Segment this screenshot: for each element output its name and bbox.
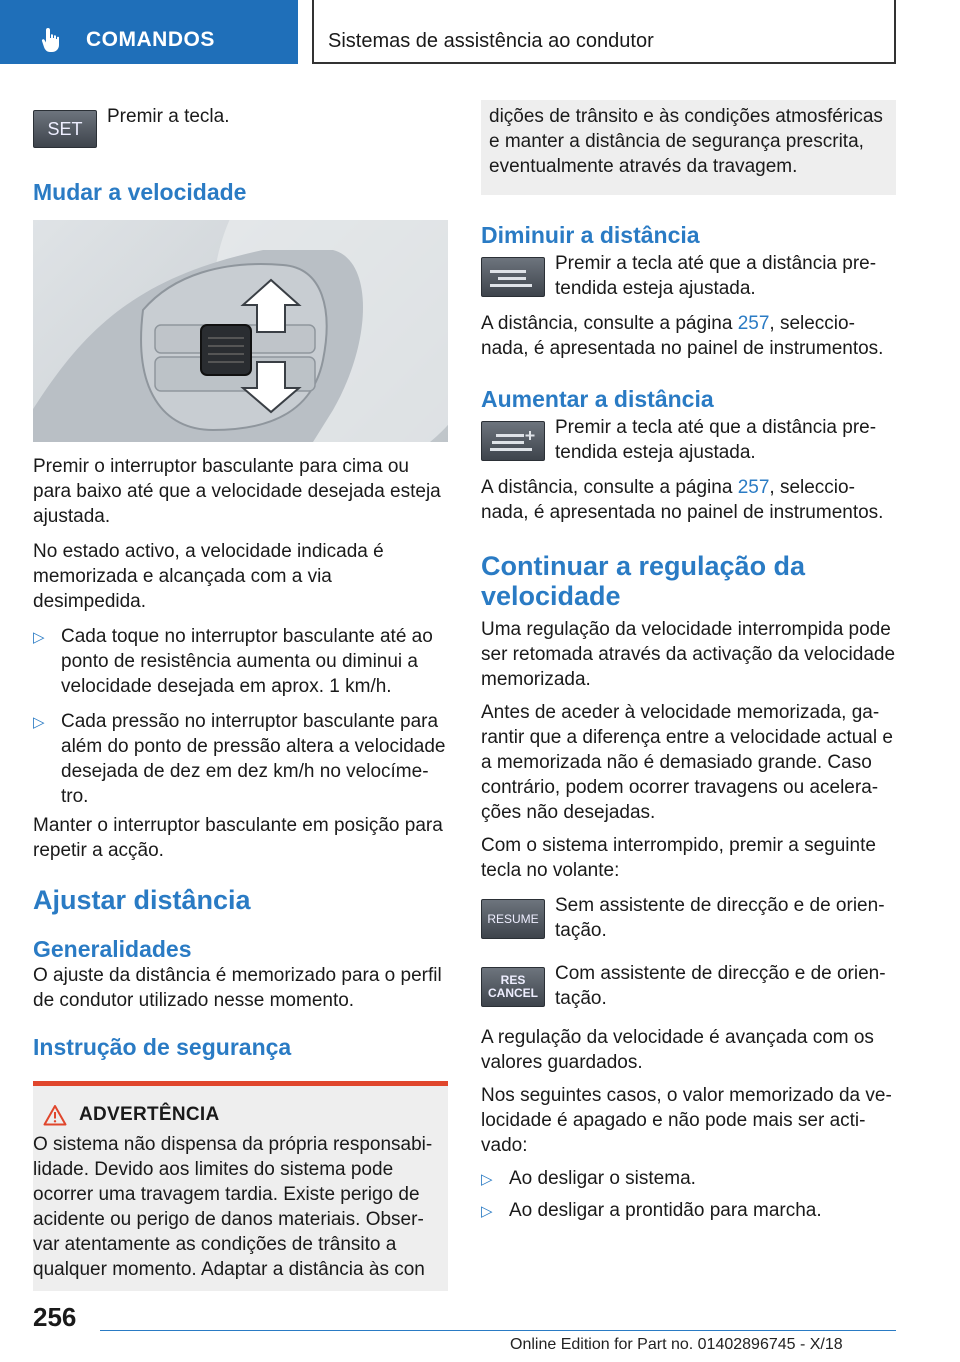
right-column <box>481 100 896 1224</box>
list-item <box>481 1198 896 1224</box>
decrease-distance-key-icon <box>481 257 545 297</box>
heading-adjust-distance: Ajustar distância <box>33 885 251 915</box>
warning-triangle-icon <box>43 1104 67 1126</box>
rescancel-key-row <box>481 961 896 1011</box>
text-before-link: A distância, consulte a página <box>481 477 738 498</box>
triangle-bullet-icon: ▷ <box>33 714 45 731</box>
rescancel-key-label-top: RES <box>500 973 526 987</box>
triangle-bullet-icon: ▷ <box>481 1171 493 1188</box>
list-item <box>33 709 448 809</box>
increase-distance-key-icon <box>481 421 545 461</box>
warning-title: ADVERTÊNCIA <box>79 1104 220 1125</box>
heading-decrease-distance: Diminuir a distância <box>481 222 700 248</box>
warning-box <box>33 1081 448 1291</box>
list-item-text: Ao desligar o sistema. <box>509 1168 696 1189</box>
rocker-switch-photo <box>33 220 448 442</box>
steering-wheel-switch-illustration <box>33 220 448 442</box>
page-number: 256 <box>33 1302 77 1332</box>
list-item <box>481 1166 896 1192</box>
triangle-bullet-icon: ▷ <box>33 629 45 646</box>
resume-key-icon <box>481 899 545 939</box>
paragraph-continue-5: Nos seguintes casos, o valor memorizado da velocidade é apagado e não pode mais ser activado: <box>481 1085 892 1156</box>
heading-safety: Instrução de segurança <box>33 1034 292 1060</box>
set-key-label: SET <box>47 118 83 139</box>
page-header <box>0 0 960 66</box>
paragraph-continue-1: Uma regulação da velocidade interrompida pode ser retomada através da activação da velocidade memorizada. <box>481 619 896 690</box>
warning-text-continued: dições de trânsito e às condições atmosféricas e manter a distância de segurança prescrita, eventualmente através da travagem. <box>489 106 883 177</box>
set-key-row <box>33 100 448 148</box>
heading-general: Generalidades <box>33 936 192 962</box>
section-title: COMANDOS <box>86 28 215 51</box>
text-after-link: , seleccionada, é apresentada no painel de instrumentos. <box>481 477 884 523</box>
chapter-title: Sistemas de assistência ao condutor <box>328 30 654 52</box>
rescancel-key-label-bottom: CANCEL <box>488 986 538 1000</box>
paragraph-rocker: Premir o interruptor basculante para cima ou para baixo até que a velocidade desejada esteja ajustada. <box>33 456 441 527</box>
increase-key-row <box>481 415 896 465</box>
list-item-text: Cada toque no interruptor basculante até ao ponto de resistência aumenta ou diminui a velocidade desejada em aprox. 1 km/h. <box>61 626 433 697</box>
page-link[interactable]: 257 <box>737 313 770 334</box>
left-column <box>33 100 448 1291</box>
triangle-bullet-icon: ▷ <box>481 1203 493 1220</box>
heading-increase-distance: Aumentar a distância <box>481 386 714 412</box>
set-key-text: Premir a tecla. <box>107 106 230 127</box>
text-after-link: , seleccionada, é apresentada no painel de instrumentos. <box>481 313 884 359</box>
increase-key-text: Premir a tecla até que a distância pretendida esteja ajustada. <box>555 417 877 463</box>
text-before-link: A distância, consulte a página <box>481 313 738 334</box>
heading-change-speed: Mudar a velocidade <box>33 179 247 205</box>
list-item <box>33 624 448 699</box>
section-tab <box>0 0 298 64</box>
paragraph-active-state: No estado activo, a velocidade indicada é memorizada e alcançada com a via desimpedida. <box>33 541 384 612</box>
list-item-text: Cada pressão no interruptor basculante para além do ponto de pressão altera a velocidade desejada de dez em dez km/h no velocímetro. <box>61 711 446 807</box>
resume-key-text: Sem assistente de direcção e de orientação. <box>555 895 885 941</box>
paragraph-continue-4: A regulação da velocidade é avançada com os valores guardados. <box>481 1027 874 1073</box>
decrease-key-text: Premir a tecla até que a distância pretendida esteja ajustada. <box>555 253 877 299</box>
paragraph-hold-switch: Manter o interruptor basculante em posição para repetir a acção. <box>33 815 443 861</box>
paragraph-continue-3: Com o sistema interrompido, premir a seguinte tecla no volante: <box>481 835 876 881</box>
decrease-key-row <box>481 251 896 301</box>
list-item-text: Ao desligar a prontidão para marcha. <box>509 1200 822 1221</box>
paragraph-general: O ajuste da distância é memorizado para o perfil de condutor utilizado nesse momento. <box>33 965 442 1011</box>
chapter-header <box>312 0 896 64</box>
resume-key-row <box>481 893 896 943</box>
resume-key-label: RESUME <box>487 911 539 926</box>
paragraph-increase-distance <box>481 475 896 525</box>
set-key-icon <box>33 110 97 148</box>
paragraph-decrease-distance <box>481 311 896 361</box>
footer-divider <box>100 1330 896 1331</box>
hand-pointer-icon <box>40 26 64 54</box>
warning-text: O sistema não dispensa da própria responsabilidade. Devido aos limites do sistema pode ocorrer uma travagem tardia. Existe perigo de acidente ou perigo de danos materiais. Observar atentamente as condições de trânsito a qualquer momento. Adaptar a distância às con <box>33 1134 433 1280</box>
footer-edition: Online Edition for Part no. 01402896745 - X/18 <box>510 1336 843 1353</box>
paragraph-continue-2: Antes de aceder à velocidade memorizada, garantir que a diferença entre a velocidade actual e a memorizada não é demasiado grande. Caso contrário, podem ocorrer travagens ou acelerações não desejadas. <box>481 702 893 823</box>
warning-box-continued <box>481 100 896 195</box>
page-link[interactable]: 257 <box>737 477 770 498</box>
warning-header <box>43 1104 438 1126</box>
rescancel-key-icon <box>481 967 545 1007</box>
rescancel-key-text: Com assistente de direcção e de orientação. <box>555 963 886 1009</box>
heading-continue-speed: Continuar a regulação da velocidade <box>481 551 806 611</box>
